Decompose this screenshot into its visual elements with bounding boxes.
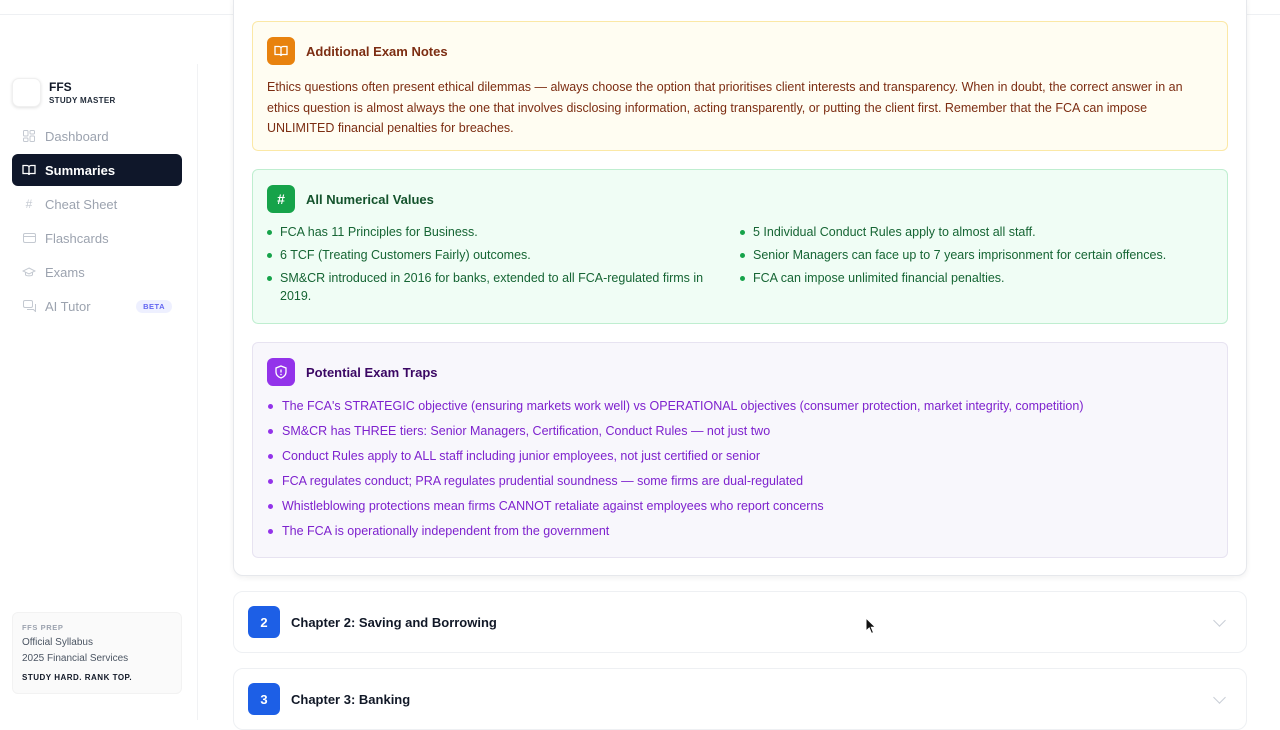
sidebar-item-label: Exams [45, 264, 85, 280]
list-item: FCA can impose unlimited financial penalties. [740, 269, 1213, 287]
hash-icon: # [25, 197, 33, 211]
brand[interactable] [12, 78, 116, 107]
chapter-2-row[interactable] [233, 591, 1247, 653]
numerical-values [252, 169, 1228, 324]
numbers-left-list [267, 223, 740, 310]
brand-logo [12, 78, 41, 107]
shield-icon [267, 358, 295, 386]
sidebar-item-summaries[interactable] [12, 154, 182, 186]
list-item: FCA regulates conduct; PRA regulates prudential soundness — some firms are dual-regulated [267, 472, 1213, 490]
promo-line-2: 2025 Financial Services [22, 653, 129, 664]
brand-title: FFS [49, 79, 72, 94]
promo-line-1: Official Syllabus [22, 637, 93, 648]
sidebar-item-label: Cheat Sheet [45, 196, 118, 212]
sidebar-item-label: Dashboard [45, 128, 109, 144]
chevron-down-icon[interactable] [1213, 614, 1226, 627]
promo-motto: STUDY HARD. RANK TOP. [22, 673, 133, 682]
brand-subtitle: STUDY MASTER [49, 95, 116, 105]
book-open-icon [267, 37, 295, 65]
list-item: SM&CR has THREE tiers: Senior Managers, Certification, Conduct Rules — not just two [267, 422, 1213, 440]
graduation-cap-icon [22, 265, 36, 279]
list-item: 5 Individual Conduct Rules apply to almost all staff. [740, 223, 1213, 241]
traps-list [267, 397, 1213, 540]
chapter-title: Chapter 3: Banking [291, 691, 411, 707]
traps-title: Potential Exam Traps [306, 364, 438, 380]
chapter-title: Chapter 2: Saving and Borrowing [291, 614, 497, 630]
chapter-number-badge: 3 [248, 683, 280, 715]
chevron-down-icon[interactable] [1213, 691, 1226, 704]
sidebar-item-ai-tutor[interactable] [12, 290, 182, 322]
grid-icon [22, 129, 36, 143]
sidebar-item-exams[interactable] [12, 256, 182, 288]
numbers-title: All Numerical Values [306, 191, 434, 207]
sidebar-item-dashboard[interactable] [12, 120, 182, 152]
promo-tag: FFS PREP [22, 623, 64, 632]
additional-exam-notes [252, 21, 1228, 151]
hash-icon: # [267, 185, 295, 213]
list-item: 6 TCF (Treating Customers Fairly) outcomes. [267, 246, 733, 264]
list-item: The FCA's STRATEGIC objective (ensuring markets work well) vs OPERATIONAL objectives (consumer protection, market integrity, competition) [267, 397, 1213, 415]
list-item: The FCA is operationally independent from the government [267, 522, 1213, 540]
numbers-right-list [740, 223, 1213, 310]
notes-text: Ethics questions often present ethical dilemmas — always choose the option that prioritises client interests and transparency. When in doubt, the correct answer in an ethics question is almost always the one that involves disclosing information, acting transparently, or putting the client first. Remember that the FCA can impose UNLIMITED financial penalties for breaches. [267, 80, 1183, 135]
sidebar-nav [12, 120, 182, 324]
list-item: Senior Managers can face up to 7 years imprisonment for certain offences. [740, 246, 1213, 264]
list-item: FCA has 11 Principles for Business. [267, 223, 733, 241]
list-item: Whistleblowing protections mean firms CANNOT retaliate against employees who report concerns [267, 497, 1213, 515]
sidebar-item-label: Summaries [45, 162, 116, 178]
list-item: SM&CR introduced in 2016 for banks, extended to all FCA-regulated firms in 2019. [267, 269, 733, 305]
book-open-icon [22, 163, 36, 177]
potential-exam-traps [252, 342, 1228, 558]
list-item: Conduct Rules apply to ALL staff including junior employees, not just certified or senior [267, 447, 1213, 465]
chapter-3-row[interactable] [233, 668, 1247, 730]
notes-title: Additional Exam Notes [306, 43, 448, 59]
sidebar [0, 64, 198, 720]
sidebar-item-cheat-sheet[interactable] [12, 188, 182, 220]
mouse-cursor-icon [865, 617, 877, 635]
promo-card [12, 612, 182, 694]
chapter-number-badge: 2 [248, 606, 280, 638]
card-icon [22, 231, 36, 245]
chat-icon [22, 299, 36, 313]
sidebar-item-flashcards[interactable] [12, 222, 182, 254]
beta-badge: BETA [136, 300, 172, 313]
sidebar-item-label: Flashcards [45, 230, 109, 246]
sidebar-item-label: AI Tutor [45, 298, 91, 314]
